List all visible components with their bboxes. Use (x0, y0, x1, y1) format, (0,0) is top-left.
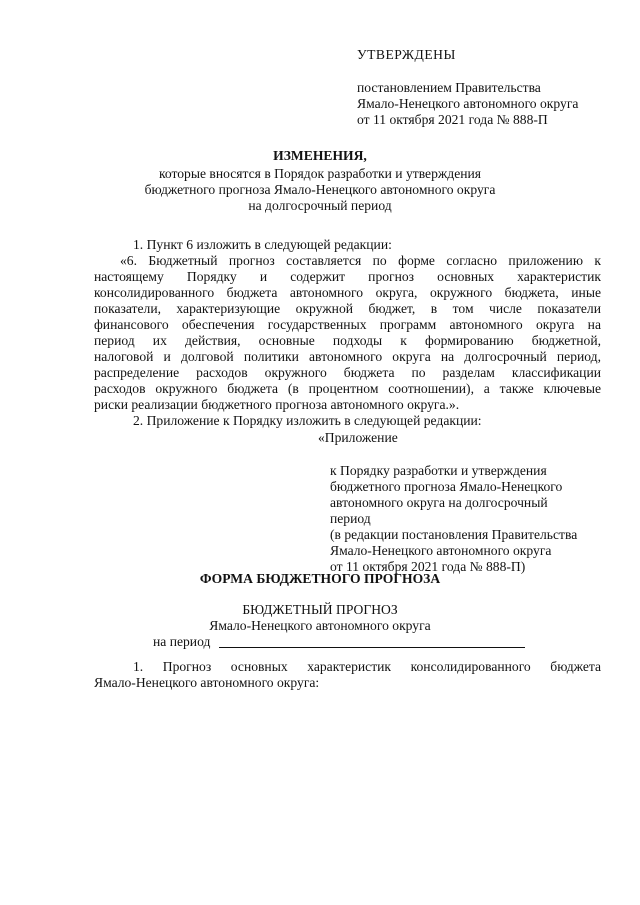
forecast-subtitle: Ямало-Ненецкого автономного округа (209, 618, 431, 633)
changes-subtitle-2: бюджетного прогноза Ямало-Ненецкого автономного округа (144, 182, 496, 197)
item-1-line: распределение расходов окружного бюджета по разделам классификации (94, 365, 601, 380)
item-1-intro: 1. Пункт 6 изложить в следующей редакции: (133, 237, 392, 252)
item-1-line: риски реализации бюджетного прогноза автономного округа.». (94, 397, 460, 412)
appendix-line: период (330, 511, 371, 526)
item-1-line: настоящему Порядку и содержит прогноз основных характеристик (94, 269, 601, 284)
appendix-line: (в редакции постановления Правительства (330, 527, 578, 542)
section-1-line-2: Ямало-Ненецкого автономного округа: (94, 675, 320, 690)
approval-line-3: от 11 октября 2021 года № 888-П (357, 112, 548, 127)
appendix-line: Ямало-Ненецкого автономного округа (330, 543, 552, 558)
appendix-title: «Приложение (318, 430, 398, 445)
item-1-line: показатели, характеризующие окружной бюджет, в том числе показатели (94, 301, 601, 316)
appendix-line: бюджетного прогноза Ямало-Ненецкого (330, 479, 563, 494)
approval-title: УТВЕРЖДЕНЫ (357, 47, 456, 62)
item-1-line: расходов окружного бюджета (в процентном соотношении), а также ключевые (94, 381, 601, 396)
item-1-line: налоговой и долговой политики автономного округа на долгосрочный период, (94, 349, 601, 364)
approval-line-2: Ямало-Ненецкого автономного округа (357, 96, 579, 111)
form-title: ФОРМА БЮДЖЕТНОГО ПРОГНОЗА (199, 571, 441, 586)
period-label: на период (153, 634, 211, 649)
period-underline (219, 647, 525, 648)
section-1-line-1: 1. Прогноз основных характеристик консолидированного бюджета (133, 659, 601, 674)
forecast-title: БЮДЖЕТНЫЙ ПРОГНОЗ (242, 602, 398, 617)
item-1-line: финансового обеспечения государственных программ автономного округа на (94, 317, 601, 332)
approval-line-1: постановлением Правительства (357, 80, 541, 95)
appendix-line: автономного округа на долгосрочный (330, 495, 548, 510)
appendix-line: к Порядку разработки и утверждения (330, 463, 547, 478)
item-1-line: период их действия, основные подходы к формированию бюджетной, (94, 333, 601, 348)
appendix-line: от 11 октября 2021 года № 888-П) (330, 559, 526, 574)
changes-subtitle-3: на долгосрочный период (248, 198, 392, 213)
item-2-intro: 2. Приложение к Порядку изложить в следующей редакции: (133, 413, 482, 428)
item-1-line: консолидированного бюджета автономного округа, окружного бюджета, иные (94, 285, 601, 300)
item-1-line: «6. Бюджетный прогноз составляется по форме согласно приложению к (120, 253, 601, 268)
changes-title: ИЗМЕНЕНИЯ, (273, 148, 367, 163)
changes-subtitle-1: которые вносятся в Порядок разработки и утверждения (158, 166, 482, 181)
